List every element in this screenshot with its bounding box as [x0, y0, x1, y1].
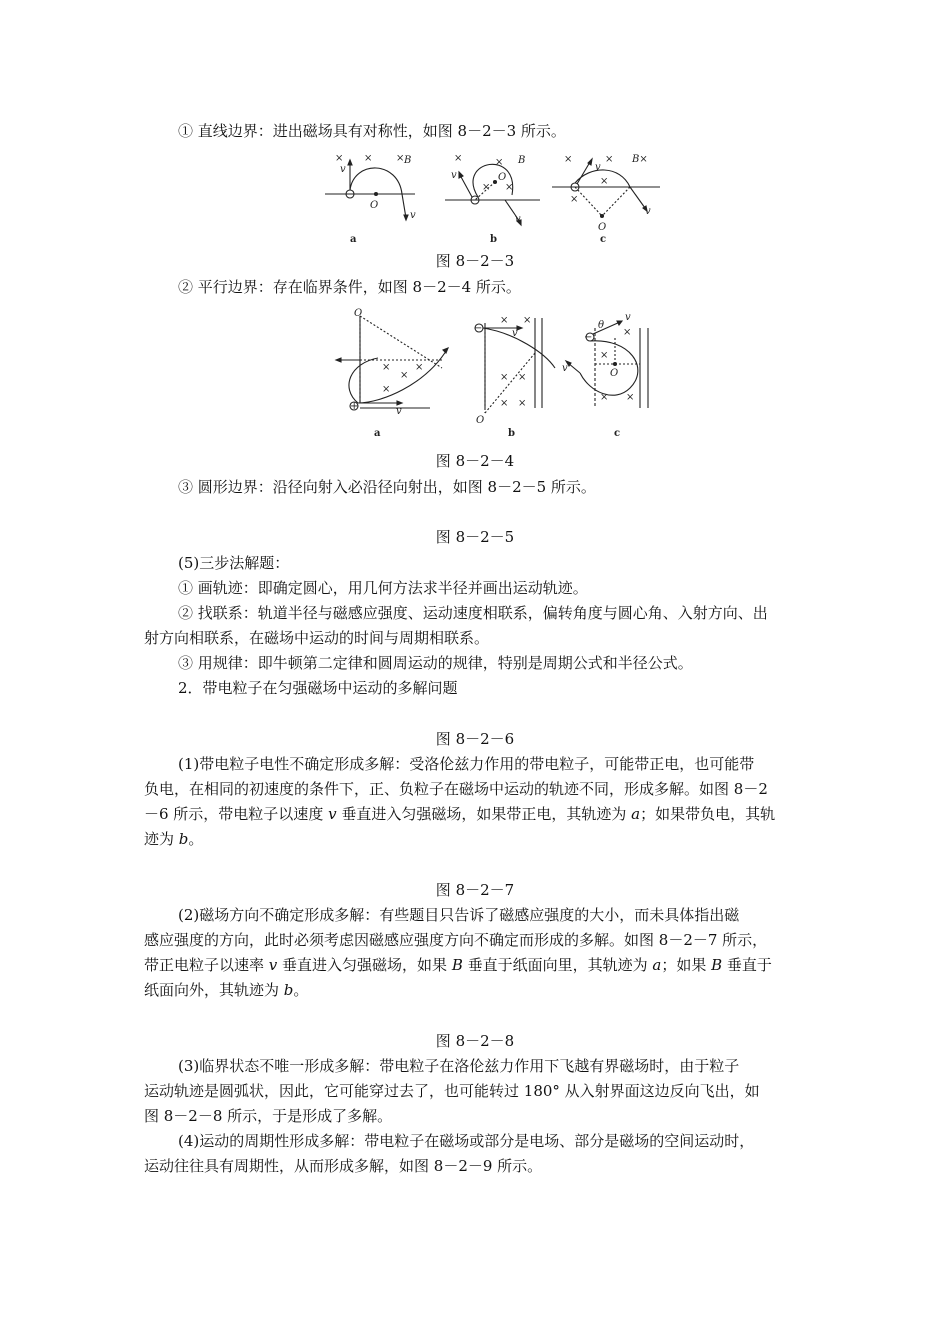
arrowhead	[459, 172, 463, 178]
arrowhead	[404, 215, 408, 220]
o-label: O	[476, 415, 485, 426]
para-1-line-1: (1)带电粒子电性不确定形成多解：受洛伦兹力作用的带电粒子，可能带正电，也可能带	[178, 755, 755, 773]
radius-dashed	[575, 187, 602, 216]
para-3-line-3: 图 8－2－8 所示，于是形成了多解。	[144, 1107, 393, 1125]
para-4-line-1: (4)运动的周期性形成多解：带电粒子在磁场或部分是电场、部分是磁场的空间运动时，	[178, 1132, 755, 1150]
x-mark: ×	[500, 372, 509, 383]
fig-8-2-3-caption: 图 8－2－3	[435, 252, 515, 270]
o-label: O	[498, 172, 507, 183]
arrowhead	[443, 348, 448, 353]
velocity-in	[460, 175, 472, 197]
x-mark: ×	[600, 176, 609, 187]
o-label: O	[610, 368, 619, 379]
x-mark: ×	[364, 153, 373, 164]
x-mark: ×	[396, 153, 405, 164]
step-1: ① 画轨迹：即确定圆心，用几何方法求半径并画出运动轨迹。	[178, 579, 588, 597]
o-label: O	[370, 200, 379, 211]
figure-8-2-4	[330, 308, 670, 448]
x-mark: ×	[454, 153, 463, 164]
trajectory	[483, 328, 555, 368]
panel-a	[325, 160, 415, 220]
para-1-line-2: 负电，在相同的初速度的条件下，正、负粒子在磁场中运动的轨迹不同，形成多解。如图 8－2	[144, 780, 768, 798]
fig-8-2-8-caption: 图 8－2－8	[435, 1032, 515, 1050]
trajectory-inner	[349, 358, 378, 403]
figure-8-2-4-svg	[330, 308, 670, 448]
para-2-line-1: (2)磁场方向不确定形成多解：有些题目只告诉了磁感应强度的大小，而未具体指出磁	[178, 906, 740, 924]
v-label: v	[625, 312, 631, 323]
v-label: v	[410, 210, 416, 221]
v-label: v	[340, 164, 346, 175]
v-label: v	[595, 162, 601, 173]
para-2-line-2: 感应强度的方向，此时必须考虑因磁感应强度方向不确定而形成的多解。如图 8－2－7 所示，	[144, 931, 768, 949]
panel-label-c: c	[614, 428, 621, 439]
minus-sign: −	[584, 332, 593, 343]
x-mark: ×	[600, 392, 609, 403]
x-mark: ×	[605, 154, 614, 165]
x-mark: ×	[523, 315, 532, 326]
trajectory	[580, 341, 638, 395]
o-label: O	[354, 308, 363, 319]
v-label: v	[562, 363, 568, 374]
panel-label-a: a	[374, 428, 381, 439]
section-heading-2: 2．带电粒子在匀强磁场中运动的多解问题	[178, 679, 458, 697]
b-label: B	[518, 155, 526, 166]
minus-sign: −	[474, 323, 483, 334]
para-1-line-3: －6 所示，带电粒子以速度 v 垂直进入匀强磁场，如果带正电，其轨迹为 a；如果带负电，其轨	[144, 805, 776, 823]
para-2-line-3: 带正电粒子以速率 v 垂直进入匀强磁场，如果 B 垂直于纸面向里，其轨迹为 a；如果 B 垂直于	[144, 956, 772, 974]
circular-boundary-text: ③ 圆形边界：沿径向射入必沿径向射出，如图 8－2－5 所示。	[178, 478, 596, 496]
panel-b	[445, 164, 540, 225]
fig-8-2-5-caption: 图 8－2－5	[435, 528, 515, 546]
x-mark: ×	[518, 372, 527, 383]
panel-label-b: b	[490, 234, 497, 245]
x-mark: ×	[500, 315, 509, 326]
para-3-line-1: (3)临界状态不唯一形成多解：带电粒子在洛伦兹力作用下飞越有界磁场时，由于粒子	[178, 1057, 740, 1075]
center-o	[614, 363, 617, 366]
fig-8-2-7-caption: 图 8－2－7	[435, 881, 515, 899]
x-mark: ×	[505, 182, 514, 193]
velocity-out	[630, 187, 645, 208]
parallel-boundary-text: ② 平行边界：存在临界条件，如图 8－2－4 所示。	[178, 278, 521, 296]
v-label: v	[512, 328, 518, 339]
panel-c	[552, 159, 660, 218]
v-label: v	[396, 406, 402, 417]
three-steps-title: (5)三步法解题：	[178, 554, 290, 572]
step-2-line-1: ② 找联系：轨道半径与磁感应强度、运动速度相联系，偏转角度与圆心角、入射方向、出	[178, 604, 768, 622]
plus-sign: +	[350, 401, 359, 412]
arrowhead	[397, 401, 402, 405]
x-mark: ×	[382, 362, 391, 373]
v-label: v	[451, 170, 457, 181]
figure-8-2-3-svg	[320, 150, 670, 250]
panel-label-c: c	[600, 234, 607, 245]
fig-8-2-4-caption: 图 8－2－4	[435, 452, 515, 470]
arrowhead	[348, 160, 352, 165]
fig-8-2-6-caption: 图 8－2－6	[435, 730, 515, 748]
x-mark: ×	[518, 398, 527, 409]
panel-label-b: b	[508, 428, 515, 439]
x-mark: ×	[335, 153, 344, 164]
o-label: O	[598, 222, 607, 233]
para-1-line-4: 迹为 b。	[144, 830, 204, 848]
theta-label: θ	[598, 320, 605, 331]
arrowhead	[336, 358, 341, 362]
radius-dashed	[602, 187, 630, 216]
x-mark: ×	[564, 154, 573, 165]
radius-dashed	[485, 353, 535, 413]
figure-8-2-3	[320, 150, 670, 250]
para-2-line-4: 纸面向外，其轨迹为 b。	[144, 981, 309, 999]
panel-a	[336, 316, 448, 410]
center-o	[494, 181, 497, 184]
panel-label-a: a	[350, 234, 357, 245]
x-mark: ×	[623, 327, 632, 338]
step-3: ③ 用规律：即牛顿第二定律和圆周运动的规律，特别是周期公式和半径公式。	[178, 654, 693, 672]
v-label: v	[515, 214, 521, 225]
b-label: B×	[632, 154, 648, 165]
x-mark: ×	[495, 157, 504, 168]
straight-boundary-text: ① 直线边界：进出磁场具有对称性，如图 8－2－3 所示。	[178, 122, 566, 140]
v-label: v	[645, 206, 651, 217]
trajectory	[350, 168, 402, 194]
x-mark: ×	[415, 362, 424, 373]
x-mark: ×	[570, 194, 579, 205]
step-2-line-2: 射方向相联系，在磁场中运动的时间与周期相联系。	[144, 629, 490, 647]
x-mark: ×	[500, 398, 509, 409]
para-3-line-2: 运动轨迹是圆弧状，因此，它可能穿过去了，也可能转过 180° 从入射界面这边反向飞出，如	[144, 1082, 760, 1100]
x-mark: ×	[600, 350, 609, 361]
x-mark: ×	[482, 182, 491, 193]
center-o	[375, 193, 378, 196]
para-4-line-2: 运动往往具有周期性，从而形成多解，如图 8－2－9 所示。	[144, 1157, 543, 1175]
b-label: B	[404, 155, 412, 166]
center-o	[601, 215, 604, 218]
arrowhead	[617, 321, 622, 325]
x-mark: ×	[626, 392, 635, 403]
arrowhead	[517, 326, 522, 330]
x-mark: ×	[400, 370, 409, 381]
x-mark: ×	[382, 384, 391, 395]
velocity-out	[402, 194, 406, 218]
